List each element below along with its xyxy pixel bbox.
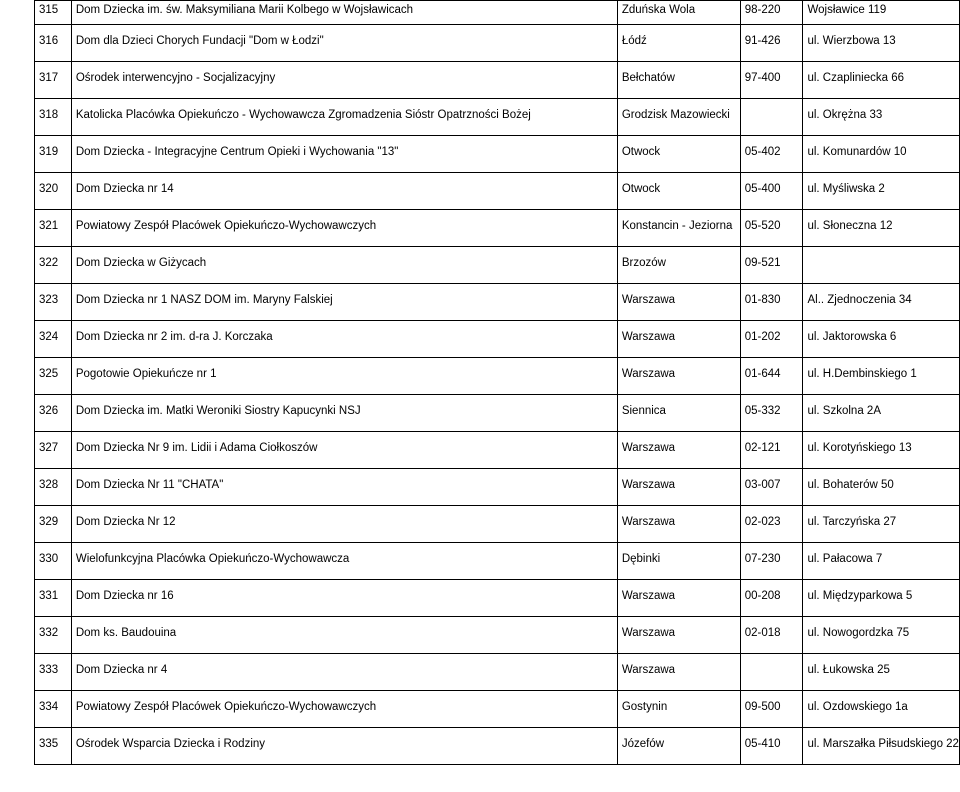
table-row (35, 1, 960, 25)
cell-city: Otwock (617, 173, 740, 210)
cell-postal-code: 00-208 (740, 580, 803, 617)
cell-number: 331 (35, 580, 72, 617)
cell-address: Wojsławice 119 (803, 1, 960, 25)
cell-city: Warszawa (617, 358, 740, 395)
cell-address (803, 247, 960, 284)
cell-address: ul. Szkolna 2A (803, 395, 960, 432)
table-row (35, 25, 960, 62)
cell-city: Łódź (617, 25, 740, 62)
cell-postal-code: 01-830 (740, 284, 803, 321)
cell-postal-code: 05-402 (740, 136, 803, 173)
cell-name: Powiatowy Zespół Placówek Opiekuńczo-Wychowawczych (71, 691, 617, 728)
cell-number: 322 (35, 247, 72, 284)
cell-name: Ośrodek Wsparcia Dziecka i Rodziny (71, 728, 617, 765)
cell-name: Dom Dziecka w Giżycach (71, 247, 617, 284)
cell-postal-code: 98-220 (740, 1, 803, 25)
cell-address: ul. Myśliwska 2 (803, 173, 960, 210)
cell-number: 318 (35, 99, 72, 136)
cell-name: Pogotowie Opiekuńcze nr 1 (71, 358, 617, 395)
cell-number: 334 (35, 691, 72, 728)
table-row (35, 469, 960, 506)
cell-address: ul. Łukowska 25 (803, 654, 960, 691)
cell-postal-code: 01-202 (740, 321, 803, 358)
cell-postal-code: 05-410 (740, 728, 803, 765)
cell-city: Bełchatów (617, 62, 740, 99)
cell-city: Siennica (617, 395, 740, 432)
cell-number: 328 (35, 469, 72, 506)
cell-name: Dom dla Dzieci Chorych Fundacji "Dom w Łodzi" (71, 25, 617, 62)
cell-city: Warszawa (617, 617, 740, 654)
table-row (35, 506, 960, 543)
cell-city: Warszawa (617, 469, 740, 506)
cell-name: Dom Dziecka - Integracyjne Centrum Opieki i Wychowania "13" (71, 136, 617, 173)
cell-city: Warszawa (617, 432, 740, 469)
cell-address: ul. Jaktorowska 6 (803, 321, 960, 358)
table-body (35, 1, 960, 765)
cell-name: Dom Dziecka Nr 12 (71, 506, 617, 543)
cell-postal-code: 05-520 (740, 210, 803, 247)
cell-name: Dom Dziecka im. Matki Weroniki Siostry Kapucynki NSJ (71, 395, 617, 432)
cell-name: Dom Dziecka Nr 9 im. Lidii i Adama Ciołkoszów (71, 432, 617, 469)
cell-number: 315 (35, 1, 72, 25)
table-row (35, 358, 960, 395)
cell-address: ul. Tarczyńska 27 (803, 506, 960, 543)
cell-number: 321 (35, 210, 72, 247)
table-row (35, 580, 960, 617)
cell-name: Dom Dziecka nr 14 (71, 173, 617, 210)
table-row (35, 284, 960, 321)
cell-postal-code: 02-121 (740, 432, 803, 469)
cell-number: 329 (35, 506, 72, 543)
table-row (35, 247, 960, 284)
table-row (35, 62, 960, 99)
cell-name: Powiatowy Zespół Placówek Opiekuńczo-Wychowawczych (71, 210, 617, 247)
cell-number: 325 (35, 358, 72, 395)
cell-address: ul. Marszałka Piłsudskiego 22 (803, 728, 960, 765)
cell-name: Dom Dziecka nr 4 (71, 654, 617, 691)
cell-city: Warszawa (617, 580, 740, 617)
cell-city: Dębinki (617, 543, 740, 580)
cell-name: Dom Dziecka nr 16 (71, 580, 617, 617)
cell-number: 323 (35, 284, 72, 321)
cell-name: Ośrodek interwencyjno - Socjalizacyjny (71, 62, 617, 99)
cell-number: 320 (35, 173, 72, 210)
cell-postal-code: 02-018 (740, 617, 803, 654)
cell-city: Brzozów (617, 247, 740, 284)
table-row (35, 321, 960, 358)
cell-name: Dom Dziecka nr 1 NASZ DOM im. Maryny Falskiej (71, 284, 617, 321)
cell-number: 316 (35, 25, 72, 62)
table-row (35, 728, 960, 765)
cell-postal-code (740, 99, 803, 136)
cell-address: ul. H.Dembinskiego 1 (803, 358, 960, 395)
cell-address: ul. Wierzbowa 13 (803, 25, 960, 62)
cell-number: 317 (35, 62, 72, 99)
cell-postal-code: 09-500 (740, 691, 803, 728)
cell-address: ul. Ozdowskiego 1a (803, 691, 960, 728)
cell-city: Zduńska Wola (617, 1, 740, 25)
cell-city: Warszawa (617, 654, 740, 691)
cell-name: Dom Dziecka im. św. Maksymiliana Marii Kolbego w Wojsławicach (71, 1, 617, 25)
cell-postal-code: 05-400 (740, 173, 803, 210)
cell-city: Otwock (617, 136, 740, 173)
cell-address: Al.. Zjednoczenia 34 (803, 284, 960, 321)
table-row (35, 654, 960, 691)
table-row (35, 432, 960, 469)
cell-address: ul. Korotyńskiego 13 (803, 432, 960, 469)
cell-name: Dom ks. Baudouina (71, 617, 617, 654)
cell-postal-code: 01-644 (740, 358, 803, 395)
cell-number: 330 (35, 543, 72, 580)
cell-number: 335 (35, 728, 72, 765)
cell-name: Katolicka Placówka Opiekuńczo - Wychowawcza Zgromadzenia Sióstr Opatrzności Bożej (71, 99, 617, 136)
cell-postal-code: 09-521 (740, 247, 803, 284)
cell-name: Dom Dziecka Nr 11 "CHATA" (71, 469, 617, 506)
cell-postal-code: 05-332 (740, 395, 803, 432)
cell-number: 326 (35, 395, 72, 432)
cell-number: 324 (35, 321, 72, 358)
cell-city: Warszawa (617, 284, 740, 321)
cell-postal-code: 03-007 (740, 469, 803, 506)
cell-number: 332 (35, 617, 72, 654)
table-row (35, 173, 960, 210)
cell-number: 333 (35, 654, 72, 691)
cell-city: Józefów (617, 728, 740, 765)
cell-postal-code: 97-400 (740, 62, 803, 99)
cell-address: ul. Okrężna 33 (803, 99, 960, 136)
cell-name: Dom Dziecka nr 2 im. d-ra J. Korczaka (71, 321, 617, 358)
table-row (35, 543, 960, 580)
cell-city: Warszawa (617, 506, 740, 543)
cell-number: 327 (35, 432, 72, 469)
cell-postal-code: 02-023 (740, 506, 803, 543)
cell-city: Konstancin - Jeziorna (617, 210, 740, 247)
table-row (35, 691, 960, 728)
cell-address: ul. Słoneczna 12 (803, 210, 960, 247)
cell-city: Gostynin (617, 691, 740, 728)
table-row (35, 136, 960, 173)
cell-city: Warszawa (617, 321, 740, 358)
institutions-table (34, 0, 960, 765)
cell-postal-code: 91-426 (740, 25, 803, 62)
table-row (35, 395, 960, 432)
cell-city: Grodzisk Mazowiecki (617, 99, 740, 136)
cell-address: ul. Komunardów 10 (803, 136, 960, 173)
cell-address: ul. Nowogordzka 75 (803, 617, 960, 654)
cell-postal-code (740, 654, 803, 691)
table-row (35, 210, 960, 247)
cell-address: ul. Pałacowa 7 (803, 543, 960, 580)
cell-name: Wielofunkcyjna Placówka Opiekuńczo-Wychowawcza (71, 543, 617, 580)
cell-number: 319 (35, 136, 72, 173)
cell-address: ul. Międzyparkowa 5 (803, 580, 960, 617)
cell-address: ul. Bohaterów 50 (803, 469, 960, 506)
cell-postal-code: 07-230 (740, 543, 803, 580)
table-row (35, 617, 960, 654)
table-row (35, 99, 960, 136)
cell-address: ul. Czapliniecka 66 (803, 62, 960, 99)
